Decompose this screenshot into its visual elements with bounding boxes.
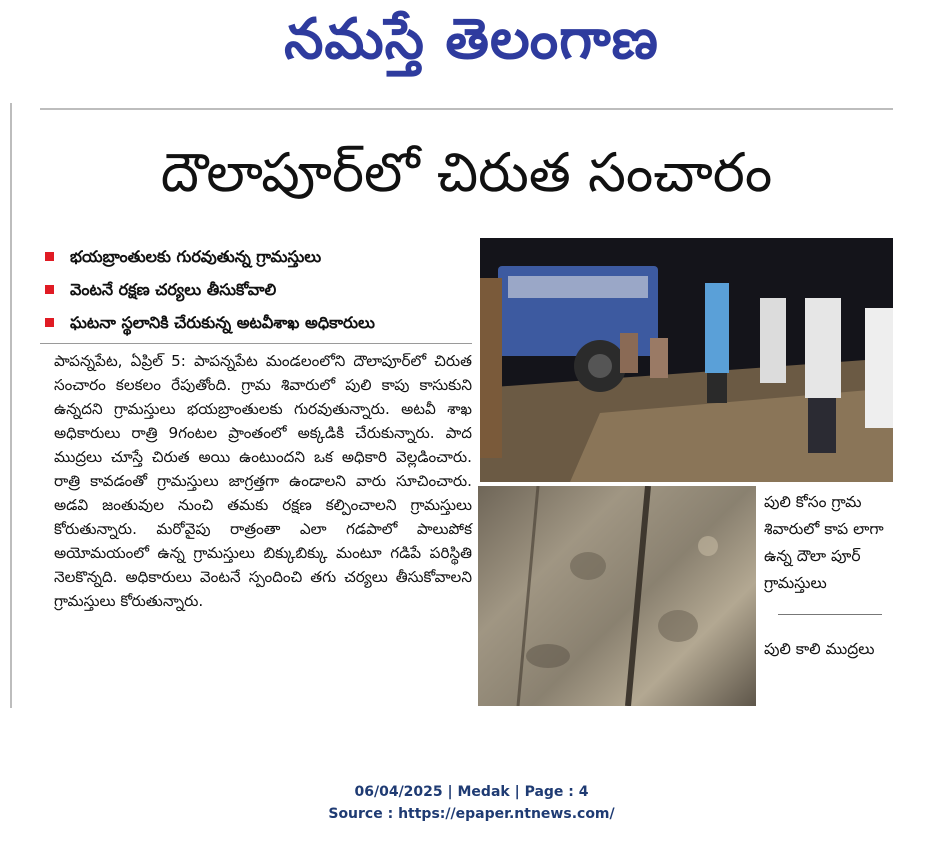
bullet-item [42,240,472,273]
caption-divider [778,614,882,615]
clip-border-top [40,108,893,110]
source-url: Source : https://epaper.ntnews.com/ [328,806,615,822]
section-divider [40,343,472,344]
bullet-item [42,273,472,306]
bullet-text: వెంటనే రక్షణ చర్యలు తీసుకోవాలి [70,280,277,299]
red-square-icon [45,318,54,327]
bullet-text: భయబ్రాంతులకు గురవుతున్న గ్రామస్తులు [70,247,322,266]
highlight-bullets [42,240,472,339]
villagers-photo-illustration [480,238,893,482]
edition-info: 06/04/2025 | Medak | Page : 4 [354,784,589,800]
bullet-item [42,306,472,339]
night-villagers-photo [480,238,893,482]
red-square-icon [45,252,54,261]
newspaper-masthead: నమస్తే తెలంగాణ [284,7,659,72]
article-headline: దౌలాపూర్‌లో చిరుత సంచారం [160,141,773,204]
pugmark-photo [478,486,756,706]
bullet-text: ఘటనా స్థలానికి చేరుకున్న అటవీశాఖ అధికారులు [70,313,375,332]
pugmark-photo-illustration [478,486,756,706]
red-square-icon [45,285,54,294]
photo-caption-villagers: పులి కోసం గ్రామ శివారులో కాప లాగా ఉన్న దౌలా పూర్ గ్రామస్తులు [764,493,884,592]
photo-caption-pugmarks: పులి కాలి ముద్రలు [764,640,875,658]
article-body: పాపన్నపేట, ఏప్రిల్ 5: పాపన్నపేట మండలంలోని దౌలాపూర్‌లో చిరుత సంచారం కలకలం రేపుతోంది. గ్రామ శివారులో పులి కాపు కాసుకుని ఉన్నదని గ్రామస్తులు భయబ్రాంతులకు గురవుతున్నారు. అటవీ శాఖ అధికారులు రాత్రి 9గంటల ప్రాంతంలో అక్కడికి చేరుకున్నారు. పాద ముద్రలు చూస్తే చిరుత అయి ఉంటుందని ఒక అధికారి వెల్లడించారు. రాత్రి కావడంతో గ్రామస్తులు జాగ్రత్తగా ఉండాలని వారు సూచించారు. అడవి జంతువుల నుంచి తమకు రక్షణ కల్పించాలని గ్రామస్తులు కోరుతున్నారు. మరోవైపు రాత్రంతా ఎలా గడపాలో పాలుపోక అయోమయంలో ఉన్న గ్రామస్తులు బిక్కుబిక్కు మంటూ గడిపే పరిస్థితి నెలకొన్నది. అధికారులు వెంటనే స్పందించి తగు చర్యలు తీసుకోవాలని గ్రామస్తులు కోరుతున్నారు. [54,352,472,610]
clip-border-left [10,103,12,708]
